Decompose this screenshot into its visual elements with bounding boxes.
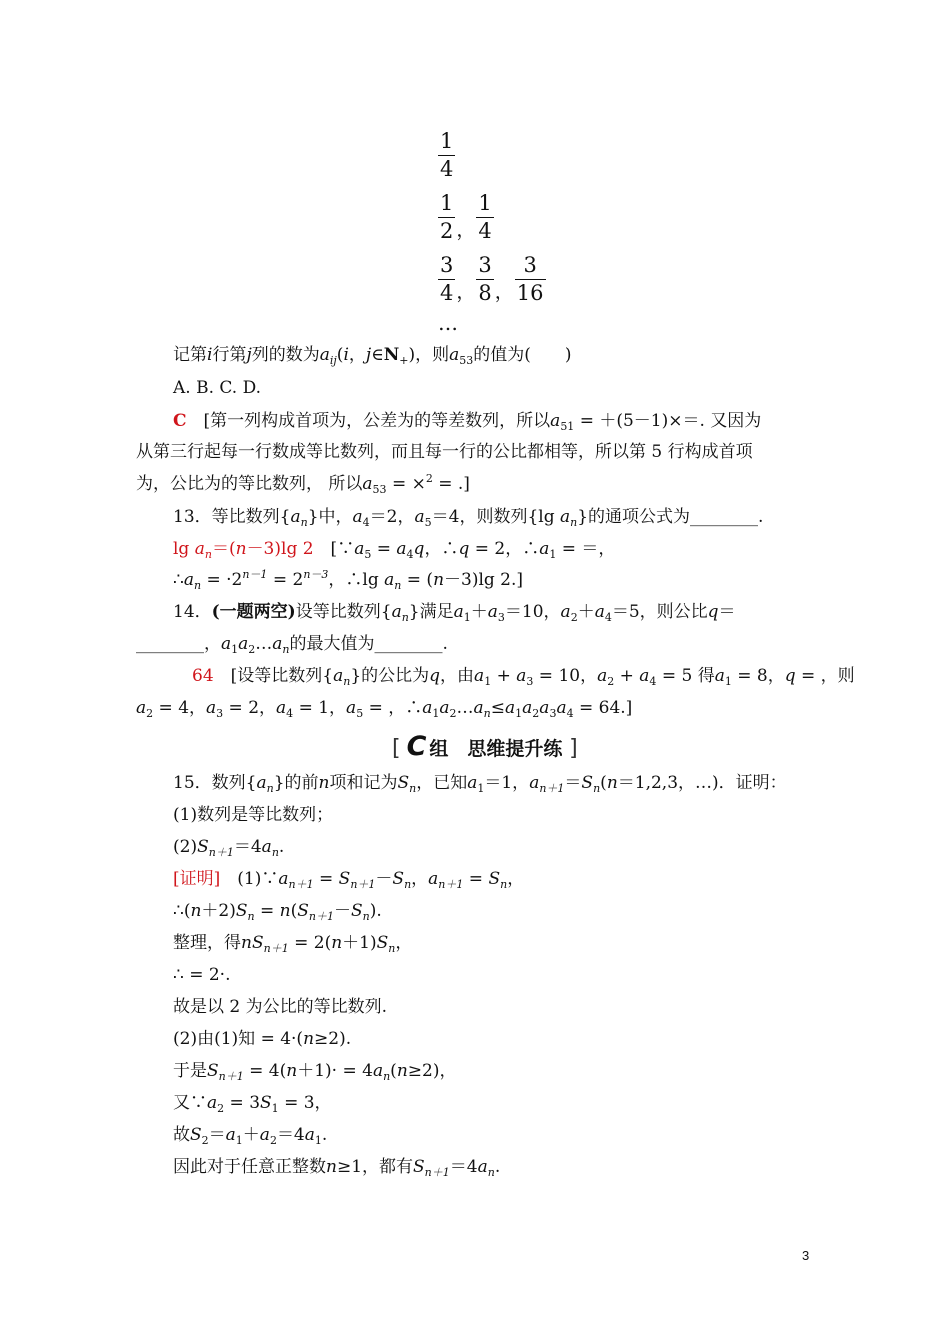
q15-part-1: (1)数列是等比数列； [173,805,334,825]
q15-part-2: $(2)S_{n+1}=4a_n$. [173,837,285,859]
q15-proof-9: 故$S_2=a_1+a_2=4a_1$. [173,1125,328,1147]
q12-explanation-2: 从第三行起每一行数成等比数列，而且每一行的公比都相等，所以第 5 行构成首项 [136,442,753,462]
q12-options: A. B. C. D. [173,378,262,398]
section-banner: [ C 组 思维提升练 ] [392,731,578,762]
page-number: 3 [802,1248,810,1263]
group-letter: C [406,731,427,762]
q14-answer: 64 [设等比数列$\{a_n\}$的公比为q，由$a_1 + a_3 = 10$，$a_2 + a_4 = 5$ 得$a_1 = 8$，q = ，则 [192,666,855,688]
q15-proof-7: 于是$S_{n+1} = 4(n+1)\cdot = 4a_n(n\ge 2)$， [173,1061,457,1083]
q15-proof-3: 整理，得$nS_{n+1} = 2(n+1)S_n$， [173,933,413,955]
proof-tag: [证明] [173,869,221,889]
triangle-row-3: $\frac{3}{4}$ ， $\frac{3}{8}$ ， $\frac{3}{16}$ [440,253,544,305]
fraction: $\frac{1}{2}$ [440,191,454,243]
answer-text: 64 [192,666,214,686]
fraction: $\frac{3}{16}$ [516,253,544,305]
q13-explanation-2: $\therefore a_n = \cdot 2^{n-1} = 2^{n-3}$，∴lg $a_n = (n-3)\lg$ 2.] [173,568,524,592]
q15-conclusion: 因此对于任意正整数n≥1，都有$S_{n+1}=4a_n$. [173,1157,501,1179]
q12-explanation-3: 为，公比为的等比数列， 所以$a_{53} = \times^2$ = .] [136,472,470,496]
q14-tag: (一题两空) [211,602,296,622]
q14-stem: 14．(一题两空)设等比数列$\{a_n\}$满足$a_1+a_3=10$，$a_2+a_4=5$，则公比q＝ [173,602,736,624]
q15-proof-2: $\therefore(n+2)S_n = n(S_{n+1}-S_n)$. [173,901,382,923]
fraction: $\frac{1}{4}$ [478,191,492,243]
q15-stem: 15．数列$\{a_n\}$的前n项和记为$S_n$，已知$a_1=1$，$a_{n+1}=S_n(n=1,2,3$，…)．证明： [173,773,787,795]
q14-explanation-2: $a_2 = 4$，$a_3 = 2$，$a_4 = 1$，$a_5$ = ，$\therefore a_1a_2\dots a_n\le a_1a_2a_3a_4 = 64$.] [136,698,633,720]
q13-answer: $\lg a_n=(n-3)\lg$ 2 [$\because a_5 = a_4q$，∴q = 2，$\therefore a_1$ = ＝， [173,539,616,561]
q12-answer: C [第一列构成首项为，公差为的等差数列，所以$a_{51} = +(5-1)\times=$. 又因为 [173,411,762,433]
q14-stem-2: ________，$a_1a_2\dots a_n$的最大值为________. [136,634,448,656]
q13-stem: 13．等比数列$\{a_n\}$中，$a_4=2$，$a_5=4$，则数列{lg $a_n$}的通项公式为________. [173,507,764,529]
triangle-row-2: $\frac{1}{2}$ ， $\frac{1}{4}$ [440,191,492,243]
triangle-ellipsis: … [438,311,460,335]
answer-text: $\lg a_n=(n-3)\lg$ 2 [173,539,314,561]
q15-proof-4: ∴ = 2·. [173,965,231,985]
q15-proof-8: 又$\because a_2 = 3S_1 = 3$， [173,1093,332,1115]
fraction: $\frac{3}{8}$ [478,253,492,305]
triangle-row-1 [438,128,455,183]
q15-proof-6: (2)由(1)知 = 4·(n≥2). [173,1029,352,1049]
fraction: $\frac{3}{4}$ [440,253,454,305]
q15-proof-1: [证明] $(1)\because a_{n+1} = S_{n+1}-S_n$，$a_{n+1} = S_n$， [173,869,525,891]
answer-letter: C [173,411,187,431]
fraction: $\frac{1}{4}$ [440,129,454,181]
q15-proof-5: 故是以 2 为公比的等比数列. [173,997,388,1017]
q12-stem: 记第i行第j列的数为$a_{ij}(i$，$j\in N_+$)，则$a_{53}$的值为( ) [173,345,572,367]
